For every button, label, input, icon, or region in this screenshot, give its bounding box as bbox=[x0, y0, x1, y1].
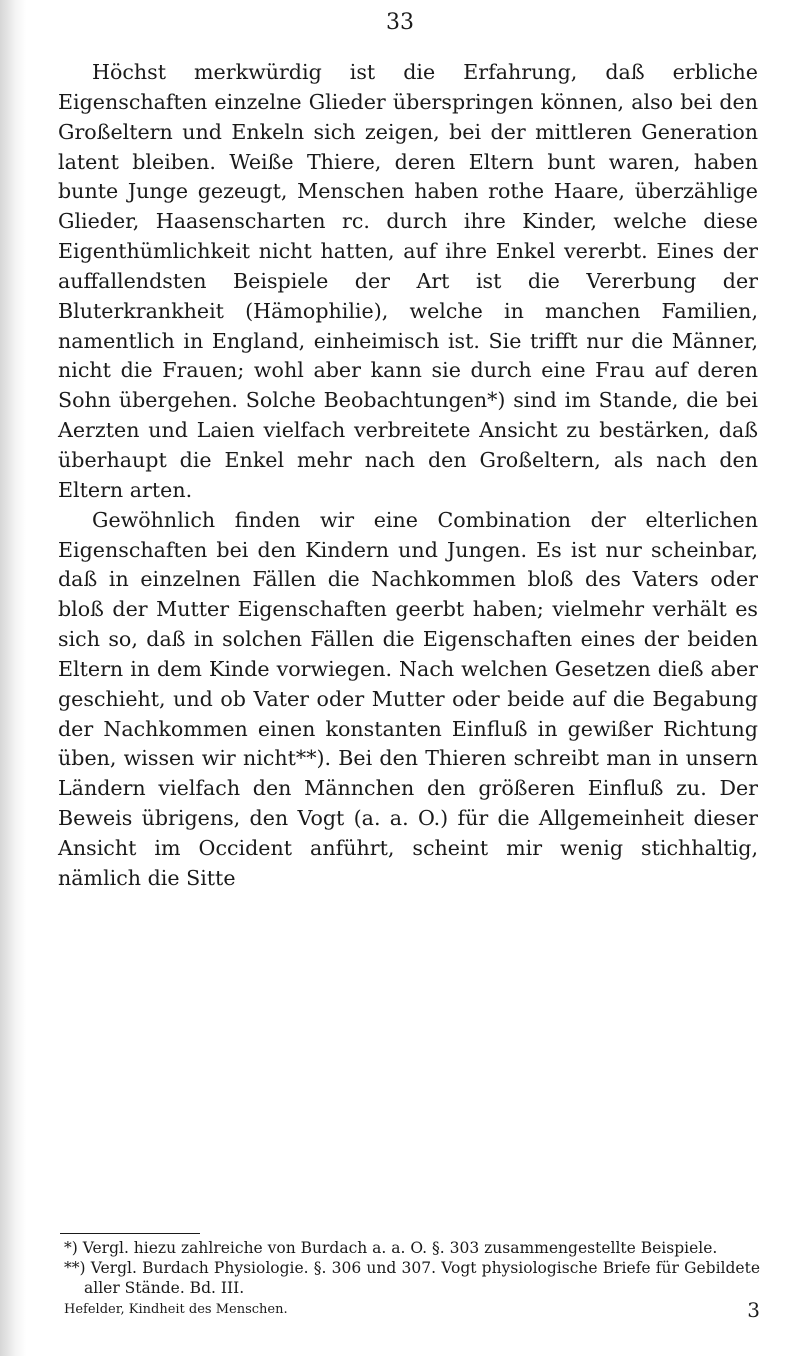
sheet-number: 3 bbox=[747, 1298, 760, 1322]
footnote-1: *) Vergl. hiezu zahlreiche von Burdach a. a. O. §. 303 zusammengestellte Beispiele. bbox=[64, 1239, 718, 1257]
printer-signature: Hefelder, Kindheit des Menschen. bbox=[64, 1302, 288, 1317]
paragraph-2: Gewöhnlich finden wir eine Combination der elterlichen Eigenschaften bei den Kindern und Jungen. Es ist nur scheinbar, daß in einzelnen Fällen die Nachkommen bloß des Vaters oder bloß der Mutter Eigenschaften geerbt haben; vielmehr verhält es sich so, daß in solchen Fällen die Eigenschaften eines der beiden Eltern in dem Kinde vorwiegen. Nach welchen Gesetzen dieß aber geschieht, und ob Vater oder Mutter oder beide auf die Begabung der Nachkommen einen konstanten Einfluß in gewißer Richtung üben, wissen wir nicht**). Bei den Thieren schreibt man in unsern Ländern vielfach den Männchen den größeren Einfluß zu. Der Beweis übrigens, den Vogt (a. a. O.) für die Allgemeinheit dieser Ansicht im Occident anführt, scheint mir wenig stichhaltig, nämlich die Sitte bbox=[58, 507, 758, 890]
footnote-2: **) Vergl. Burdach Physiologie. §. 306 und 307. Vogt physiologische Briefe für Gebildete aller Stände. Bd. III. bbox=[64, 1259, 760, 1297]
footnote-divider bbox=[60, 1233, 200, 1234]
body-text bbox=[58, 58, 758, 894]
footnotes bbox=[60, 1238, 760, 1298]
book-spine-shadow bbox=[0, 0, 26, 1356]
paragraph-1: Höchst merkwürdig ist die Erfahrung, daß erbliche Eigenschaften einzelne Glieder überspringen können, also bei den Großeltern und Enkeln sich zeigen, bei der mittleren Generation latent bleiben. Weiße Thiere, deren Eltern bunt waren, haben bunte Junge gezeugt, Menschen haben rothe Haare, überzählige Glieder, Haasenscharten rc. durch ihre Kinder, welche diese Eigenthümlichkeit nicht hatten, auf ihre Enkel vererbt. Eines der auffallendsten Beispiele der Art ist die Vererbung der Bluterkrankheit (Hämophilie), welche in manchen Familien, namentlich in England, einheimisch ist. Sie trifft nur die Männer, nicht die Frauen; wohl aber kann sie durch eine Frau auf deren Sohn übergehen. Solche Beobachtungen*) sind im Stande, die bei Aerzten und Laien vielfach verbreitete Ansicht zu bestärken, daß überhaupt die Enkel mehr nach den Großeltern, als nach den Eltern arten. bbox=[58, 60, 758, 502]
signature-line bbox=[64, 1298, 760, 1322]
page-number: 33 bbox=[386, 10, 414, 35]
